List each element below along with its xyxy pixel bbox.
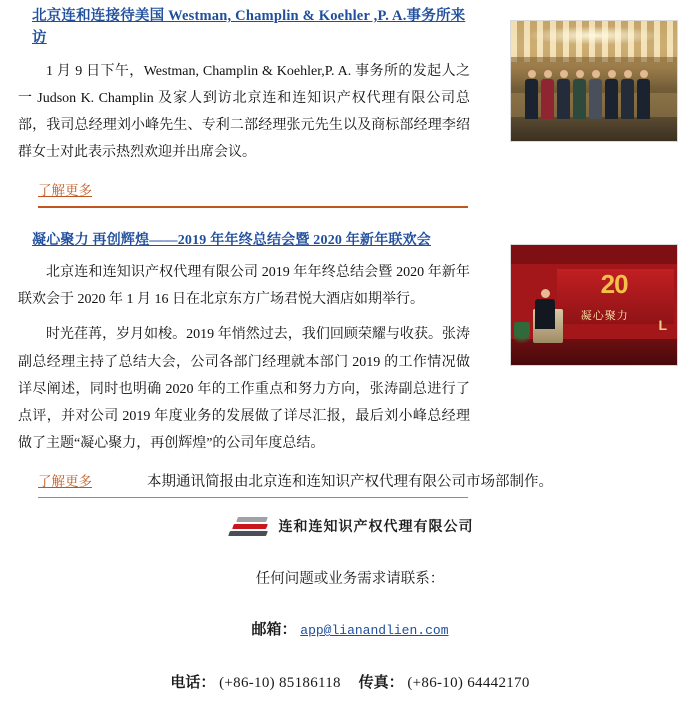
article-1-divider (38, 206, 468, 208)
photo-1-floor (511, 117, 677, 141)
telephone-number: (+86-10) 85186118 (219, 675, 341, 691)
email-row (0, 618, 700, 639)
footer (0, 470, 700, 707)
article-1 (18, 6, 470, 208)
article-2-headline[interactable]: 凝心聚力 再创辉煌——2019 年年终总结会暨 2020 年新年联欢会 (32, 232, 431, 248)
article-1-headline[interactable]: 北京连和连接待美国 Westman, Champlin & Koehler ,P. A.事务所来访 (32, 8, 466, 46)
telephone-label: 电话： (170, 675, 216, 691)
logo-company-name: 连和连知识产权代理有限公司 (278, 518, 474, 534)
fax-label: 传真： (358, 675, 404, 691)
article-1-paragraph-1: 1 月 9 日下午，Westman, Champlin & Koehler,P. A. 事务所的发起人之一 Judson K. Champlin 及家人到访北京连和连知识产权代理有限公司总部，我司总经理刘小峰先生、专利二部经理张元先生以及商标部经理李绍群女士对此表示热烈欢迎并出席会议。 (18, 63, 470, 161)
photo-1-people-row (511, 52, 677, 119)
article-2-paragraph-2: 时光荏苒，岁月如梭。2019 年悄然过去，我们回顾荣耀与收获。张涛副总经理主持了总结大会，公司各部门经理就本部门 2019 的工作情况做详尽阐述，同时也明确 2020 年的工作重点和努力方向，张涛副总进行了点评，并对公司 2019 年度业务的发展做了详尽汇报，最后刘小峰总经理做了主题“凝心聚力，再创辉煌”的公司年度总结。 (18, 327, 470, 452)
photo-2-speaker (534, 289, 556, 329)
article-2-paragraph-1: 北京连和连知识产权代理有限公司 2019 年年终总结会暨 2020 年新年联欢会于 2020 年 1 月 16 日在北京东方广场君悦大酒店如期举行。 (18, 264, 470, 307)
fax-number: (+86-10) 64442170 (407, 675, 530, 691)
photo-2-banner-number: 20 (600, 269, 628, 299)
email-label: 邮箱： (251, 622, 297, 638)
content-column (18, 6, 470, 498)
article-2-read-more-link[interactable]: 了解更多 (38, 473, 92, 489)
photo-2-banner-slogan: 凝心聚力 (580, 310, 629, 323)
article-2 (18, 230, 470, 498)
telephone-row (0, 671, 700, 692)
group-photo-office-visit (510, 20, 678, 142)
company-logo (0, 515, 700, 537)
photo-1-light-glow (524, 26, 663, 45)
contact-intro: 任何问题或业务需求请联系： (255, 571, 445, 587)
logo-mark-icon (227, 515, 273, 537)
email-link[interactable]: app@lianandlien.com (300, 623, 449, 638)
photo-2-plant (514, 322, 530, 348)
article-1-read-more-link[interactable]: 了解更多 (38, 182, 92, 198)
footer-credit: 本期通讯简报由北京连和连知识产权代理有限公司市场部制作。 (147, 474, 553, 490)
photo-2-upper-wall (511, 245, 677, 264)
annual-meeting-stage-photo (510, 244, 678, 366)
photo-2-banner-logo: L (658, 317, 668, 333)
